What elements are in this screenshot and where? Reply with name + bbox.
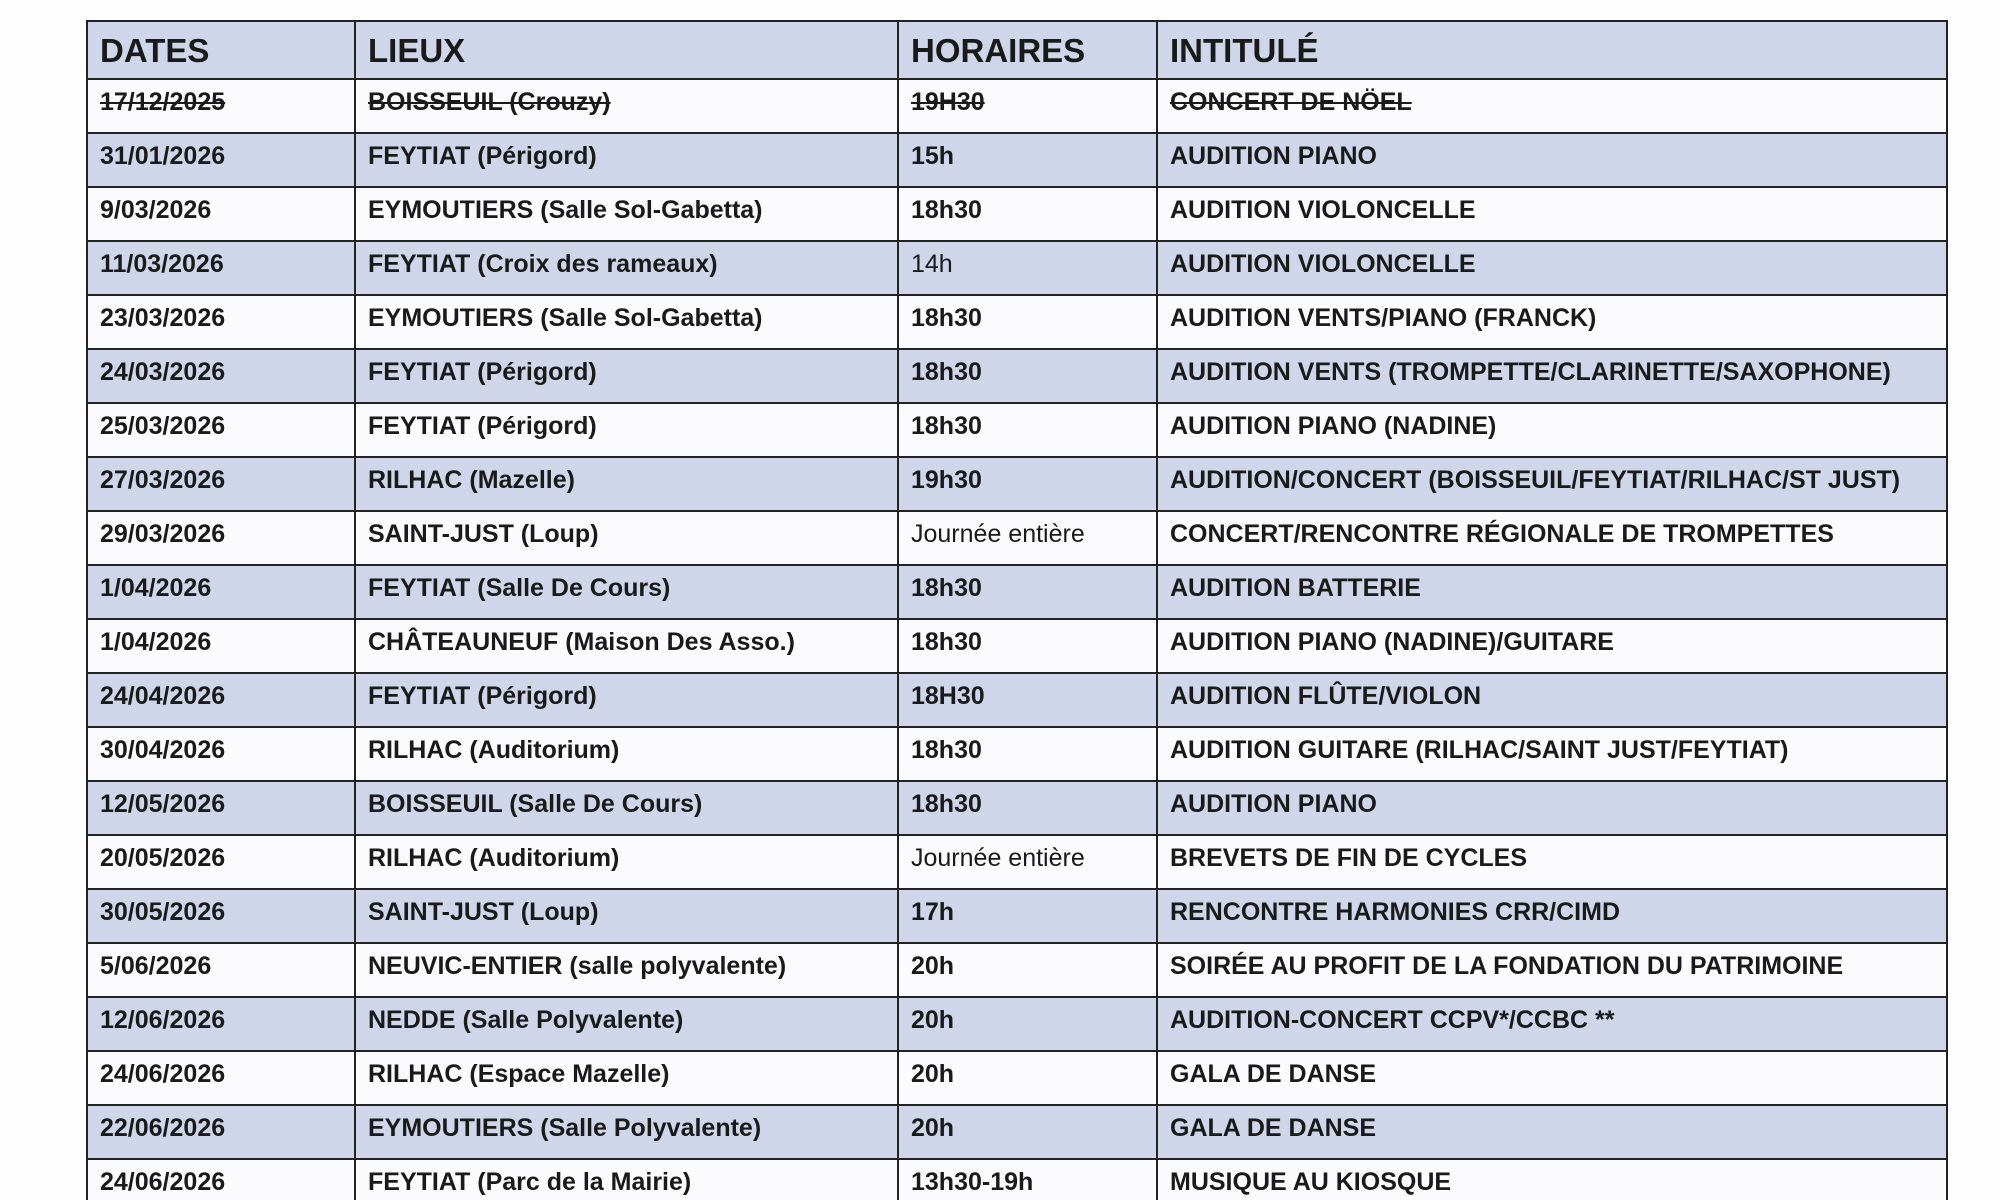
cell-place: FEYTIAT (Parc de la Mairie) xyxy=(355,1159,898,1200)
cell-place: NEDDE (Salle Polyvalente) xyxy=(355,997,898,1051)
cell-time: Journée entière xyxy=(898,511,1157,565)
cell-time: 17h xyxy=(898,889,1157,943)
cell-date: 9/03/2026 xyxy=(87,187,355,241)
table-row xyxy=(87,997,1947,1051)
table-row xyxy=(87,889,1947,943)
cell-place: BOISSEUIL (Crouzy) xyxy=(355,79,898,133)
table-row xyxy=(87,133,1947,187)
cell-time: 13h30-19h xyxy=(898,1159,1157,1200)
cell-date: 20/05/2026 xyxy=(87,835,355,889)
header-places: LIEUX xyxy=(355,21,898,79)
cell-title: AUDITION PIANO xyxy=(1157,781,1947,835)
table-row xyxy=(87,943,1947,997)
cell-title: BREVETS DE FIN DE CYCLES xyxy=(1157,835,1947,889)
table-row xyxy=(87,457,1947,511)
cell-title: AUDITION PIANO xyxy=(1157,133,1947,187)
table-row xyxy=(87,565,1947,619)
cell-time: 19H30 xyxy=(898,79,1157,133)
cell-place: EYMOUTIERS (Salle Sol-Gabetta) xyxy=(355,295,898,349)
cell-date: 29/03/2026 xyxy=(87,511,355,565)
cell-place: FEYTIAT (Périgord) xyxy=(355,349,898,403)
cell-place: EYMOUTIERS (Salle Sol-Gabetta) xyxy=(355,187,898,241)
schedule-table xyxy=(86,20,1948,1200)
cell-date: 24/03/2026 xyxy=(87,349,355,403)
cell-date: 27/03/2026 xyxy=(87,457,355,511)
table-row xyxy=(87,1105,1947,1159)
cell-date: 31/01/2026 xyxy=(87,133,355,187)
cell-date: 12/06/2026 xyxy=(87,997,355,1051)
cell-time: 18h30 xyxy=(898,403,1157,457)
table-row xyxy=(87,1051,1947,1105)
cell-time: 19h30 xyxy=(898,457,1157,511)
table-row xyxy=(87,673,1947,727)
cell-time: 18h30 xyxy=(898,619,1157,673)
cell-title: RENCONTRE HARMONIES CRR/CIMD xyxy=(1157,889,1947,943)
cell-place: RILHAC (Mazelle) xyxy=(355,457,898,511)
cell-place: EYMOUTIERS (Salle Polyvalente) xyxy=(355,1105,898,1159)
cell-time: 20h xyxy=(898,1051,1157,1105)
cell-time: 18h30 xyxy=(898,187,1157,241)
cell-place: FEYTIAT (Périgord) xyxy=(355,403,898,457)
cell-time: 20h xyxy=(898,943,1157,997)
cell-date: 1/04/2026 xyxy=(87,565,355,619)
cell-date: 12/05/2026 xyxy=(87,781,355,835)
table-row xyxy=(87,403,1947,457)
header-title: INTITULÉ xyxy=(1157,21,1947,79)
cell-place: SAINT-JUST (Loup) xyxy=(355,889,898,943)
cell-time: 20h xyxy=(898,997,1157,1051)
schedule-body xyxy=(87,79,1947,1200)
cell-time: 18h30 xyxy=(898,565,1157,619)
cell-title: AUDITION VIOLONCELLE xyxy=(1157,241,1947,295)
cell-time: 18h30 xyxy=(898,727,1157,781)
cell-place: FEYTIAT (Périgord) xyxy=(355,133,898,187)
cell-title: GALA DE DANSE xyxy=(1157,1051,1947,1105)
cell-date: 5/06/2026 xyxy=(87,943,355,997)
cell-date: 30/04/2026 xyxy=(87,727,355,781)
cell-date: 22/06/2026 xyxy=(87,1105,355,1159)
table-row xyxy=(87,511,1947,565)
cell-date: 24/04/2026 xyxy=(87,673,355,727)
cell-time: 18H30 xyxy=(898,673,1157,727)
cell-title: CONCERT/RENCONTRE RÉGIONALE DE TROMPETTES xyxy=(1157,511,1947,565)
cell-time: 18h30 xyxy=(898,781,1157,835)
cell-title: AUDITION GUITARE (RILHAC/SAINT JUST/FEYTIAT) xyxy=(1157,727,1947,781)
cell-time: 14h xyxy=(898,241,1157,295)
cell-title: MUSIQUE AU KIOSQUE xyxy=(1157,1159,1947,1200)
cell-title: AUDITION VIOLONCELLE xyxy=(1157,187,1947,241)
cell-date: 11/03/2026 xyxy=(87,241,355,295)
cell-time: Journée entière xyxy=(898,835,1157,889)
table-row xyxy=(87,619,1947,673)
cell-date: 24/06/2026 xyxy=(87,1159,355,1200)
cell-place: NEUVIC-ENTIER (salle polyvalente) xyxy=(355,943,898,997)
cell-date: 1/04/2026 xyxy=(87,619,355,673)
cell-place: RILHAC (Auditorium) xyxy=(355,727,898,781)
cell-place: RILHAC (Espace Mazelle) xyxy=(355,1051,898,1105)
table-row xyxy=(87,187,1947,241)
cell-title: AUDITION PIANO (NADINE)/GUITARE xyxy=(1157,619,1947,673)
cell-title: AUDITION FLÛTE/VIOLON xyxy=(1157,673,1947,727)
cell-time: 18h30 xyxy=(898,295,1157,349)
cell-title: GALA DE DANSE xyxy=(1157,1105,1947,1159)
table-row xyxy=(87,349,1947,403)
cell-place: CHÂTEAUNEUF (Maison Des Asso.) xyxy=(355,619,898,673)
cell-title: AUDITION BATTERIE xyxy=(1157,565,1947,619)
cell-date: 30/05/2026 xyxy=(87,889,355,943)
cell-title: SOIRÉE AU PROFIT DE LA FONDATION DU PATRIMOINE xyxy=(1157,943,1947,997)
cell-title: AUDITION/CONCERT (BOISSEUIL/FEYTIAT/RILHAC/ST JUST) xyxy=(1157,457,1947,511)
table-row xyxy=(87,241,1947,295)
cell-place: FEYTIAT (Périgord) xyxy=(355,673,898,727)
table-row xyxy=(87,781,1947,835)
cell-title: AUDITION VENTS/PIANO (FRANCK) xyxy=(1157,295,1947,349)
cell-title: AUDITION PIANO (NADINE) xyxy=(1157,403,1947,457)
table-row xyxy=(87,835,1947,889)
cell-title: AUDITION VENTS (TROMPETTE/CLARINETTE/SAXOPHONE) xyxy=(1157,349,1947,403)
cell-place: FEYTIAT (Salle De Cours) xyxy=(355,565,898,619)
table-row xyxy=(87,79,1947,133)
header-dates: DATES xyxy=(87,21,355,79)
table-row xyxy=(87,1159,1947,1200)
cell-date: 24/06/2026 xyxy=(87,1051,355,1105)
header-row xyxy=(87,21,1947,79)
table-row xyxy=(87,727,1947,781)
cell-place: SAINT-JUST (Loup) xyxy=(355,511,898,565)
cell-title: AUDITION-CONCERT CCPV*/CCBC ** xyxy=(1157,997,1947,1051)
cell-date: 17/12/2025 xyxy=(87,79,355,133)
cell-time: 20h xyxy=(898,1105,1157,1159)
table-row xyxy=(87,295,1947,349)
cell-date: 23/03/2026 xyxy=(87,295,355,349)
cell-date: 25/03/2026 xyxy=(87,403,355,457)
cell-place: FEYTIAT (Croix des rameaux) xyxy=(355,241,898,295)
cell-place: BOISSEUIL (Salle De Cours) xyxy=(355,781,898,835)
cell-time: 15h xyxy=(898,133,1157,187)
header-times: HORAIRES xyxy=(898,21,1157,79)
cell-title: CONCERT DE NÖEL xyxy=(1157,79,1947,133)
cell-time: 18h30 xyxy=(898,349,1157,403)
cell-place: RILHAC (Auditorium) xyxy=(355,835,898,889)
